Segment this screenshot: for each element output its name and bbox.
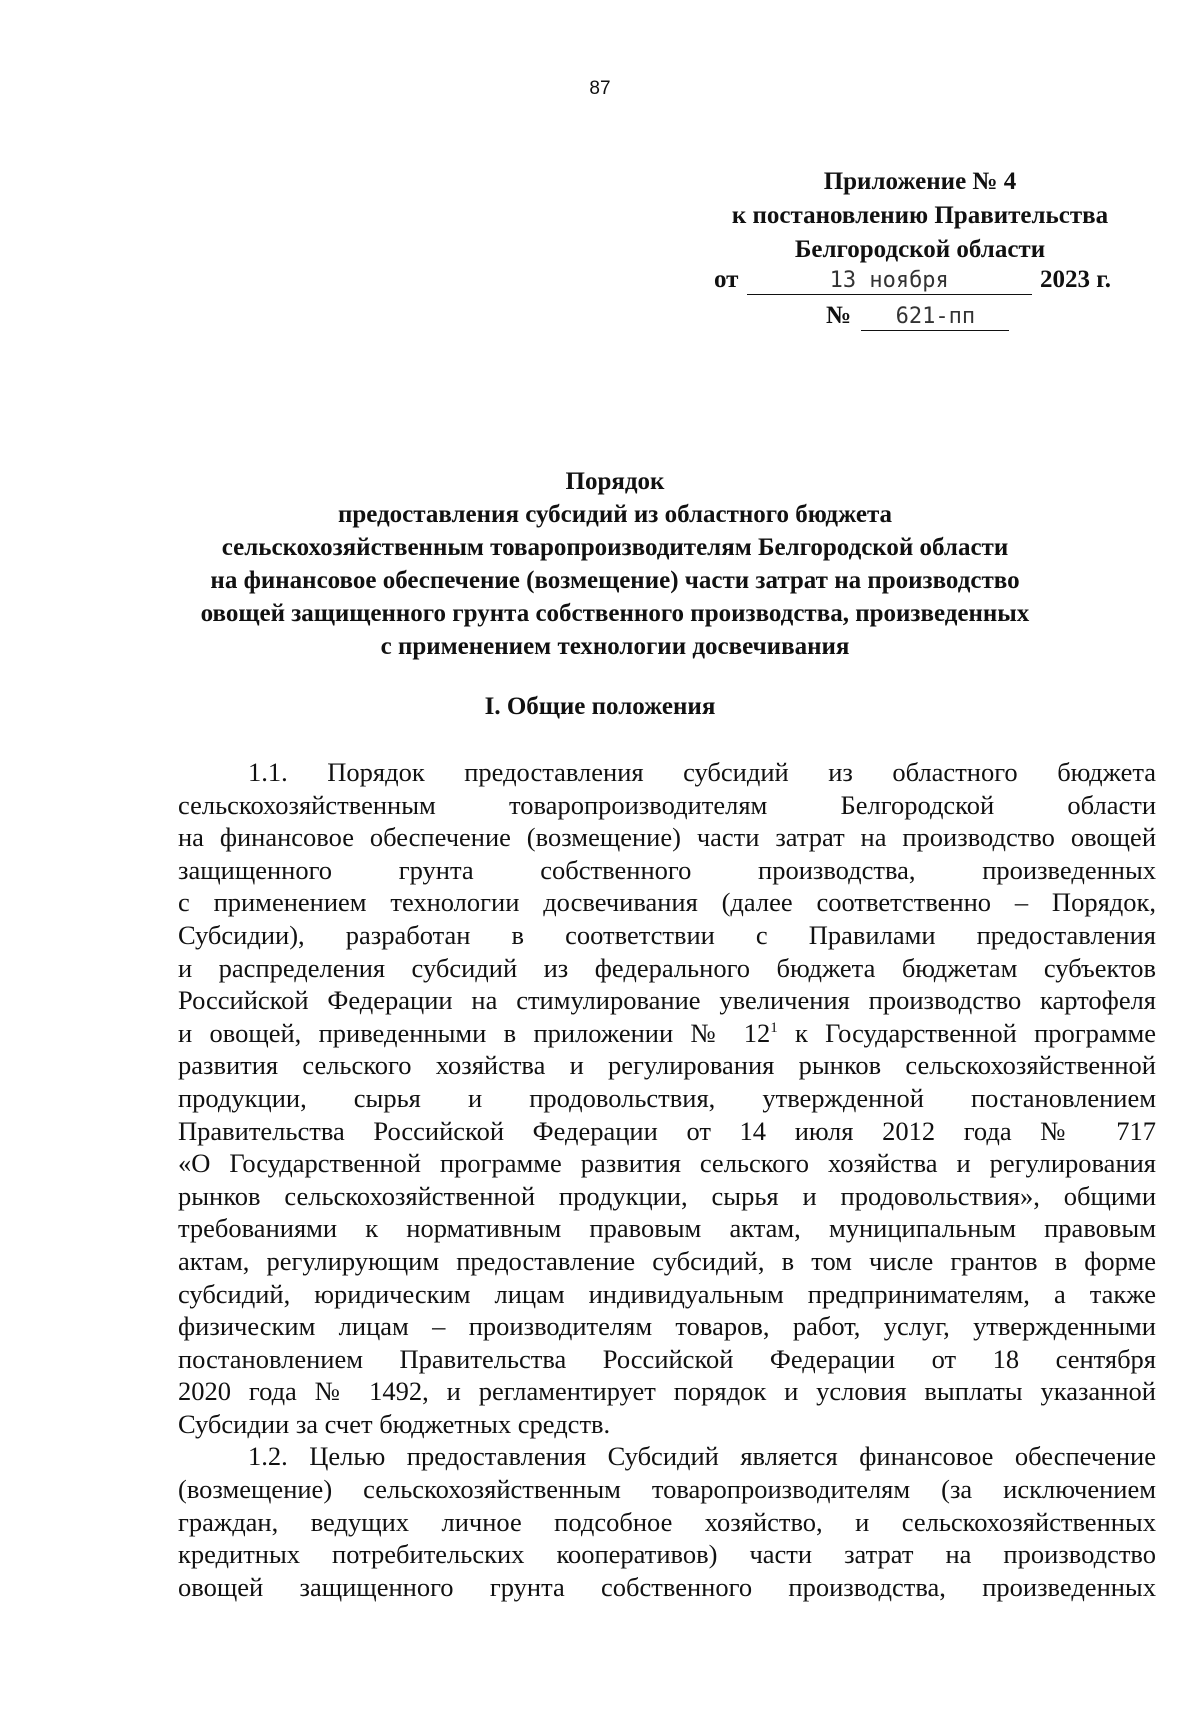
paragraph-line	[178, 1017, 1156, 1050]
title-line: предоставления субсидий из областного бюджета	[337, 501, 893, 528]
appendix-region: Белгородской области	[794, 236, 1046, 263]
paragraph-line: (возмещение) сельскохозяйственным товаропроизводителям (за исключением	[178, 1474, 1156, 1505]
paragraph-line: Российской Федерации на стимулирование увеличения производство картофеля	[178, 985, 1156, 1016]
paragraph-line: 1.1. Порядок предоставления субсидий из областного бюджета	[248, 757, 1156, 787]
line-text: и овощей, приведенными в приложении № 12	[178, 1017, 771, 1048]
paragraph-line: требованиями к нормативным правовым актам, муниципальным правовым	[178, 1213, 1156, 1244]
paragraph-line: кредитных потребительских кооперативов) части затрат на производство	[178, 1539, 1156, 1570]
paragraph-line: сельскохозяйственным товаропроизводителям Белгородской области	[178, 789, 1156, 820]
paragraph-line: развития сельского хозяйства и регулирования рынков сельскохозяйственной	[178, 1050, 1156, 1081]
paragraph-line: и распределения субсидий из федерального бюджета бюджетам субъектов	[178, 952, 1156, 983]
paragraph-line: субсидий, юридическим лицам индивидуальным предпринимателям, а также	[178, 1278, 1156, 1309]
appendix-resolution: к постановлению Правительства	[731, 202, 1109, 229]
paragraph-line: на финансовое обеспечение (возмещение) части затрат на производство овощей	[178, 822, 1156, 853]
section-heading: I. Общие положения	[484, 693, 716, 720]
appendix-date-line	[714, 266, 1111, 295]
title-line: Порядок	[565, 468, 665, 495]
paragraph-line: продукции, сырья и продовольствия, утвержденной постановлением	[178, 1082, 1156, 1113]
paragraph-line: «О Государственной программе развития сельского хозяйства и регулирования	[178, 1148, 1156, 1179]
number-prefix: №	[826, 302, 852, 329]
line-text-tail: к Государственной программе	[777, 1017, 1156, 1048]
paragraph-line: с применением технологии досвечивания (далее соответственно – Порядок,	[178, 887, 1156, 918]
title-line: на финансовое обеспечение (возмещение) части затрат на производство	[210, 567, 1020, 594]
date-prefix: от	[714, 266, 739, 293]
paragraph-line: постановлением Правительства Российской Федерации от 18 сентября	[178, 1343, 1156, 1374]
paragraph-line: физическим лицам – производителям товаров, работ, услуг, утвержденными	[178, 1311, 1156, 1342]
paragraph-line: 2020 года № 1492, и регламентирует порядок и условия выплаты указанной	[178, 1376, 1156, 1407]
appendix-number-line	[826, 302, 1009, 331]
number-value: 621-пп	[861, 304, 1009, 331]
title-line: сельскохозяйственным товаропроизводителям Белгородской области	[221, 534, 1009, 561]
paragraph-line: 1.2. Целью предоставления Субсидий является финансовое обеспечение	[248, 1441, 1156, 1472]
paragraph-line: актам, регулирующим предоставление субсидий, в том числе грантов в форме	[178, 1245, 1156, 1276]
date-value: 13 ноября	[747, 268, 1032, 295]
title-line: овощей защищенного грунта собственного производства, произведенных	[200, 600, 1030, 627]
page-number: 87	[589, 78, 611, 99]
footnote-superscript: 1	[770, 1019, 778, 1036]
title-line: с применением технологии досвечивания	[380, 633, 850, 660]
body-text	[178, 756, 1156, 1603]
paragraph-line: Субсидии за счет бюджетных средств.	[178, 1408, 611, 1439]
paragraph-line: овощей защищенного грунта собственного производства, произведенных	[178, 1571, 1156, 1602]
paragraph-line: защищенного грунта собственного производства, произведенных	[178, 854, 1156, 885]
paragraph-line: Субсидии), разработан в соответствии с Правилами предоставления	[178, 919, 1156, 950]
paragraph-line: граждан, ведущих личное подсобное хозяйство, и сельскохозяйственных	[178, 1506, 1156, 1537]
appendix-header	[690, 165, 1150, 267]
document-title	[150, 465, 1080, 663]
paragraph-line: Правительства Российской Федерации от 14 июля 2012 года № 717	[178, 1115, 1156, 1146]
paragraph-line: рынков сельскохозяйственной продукции, сырья и продовольствия», общими	[178, 1180, 1156, 1211]
appendix-title: Приложение № 4	[823, 168, 1017, 195]
date-year: 2023 г.	[1039, 266, 1111, 293]
